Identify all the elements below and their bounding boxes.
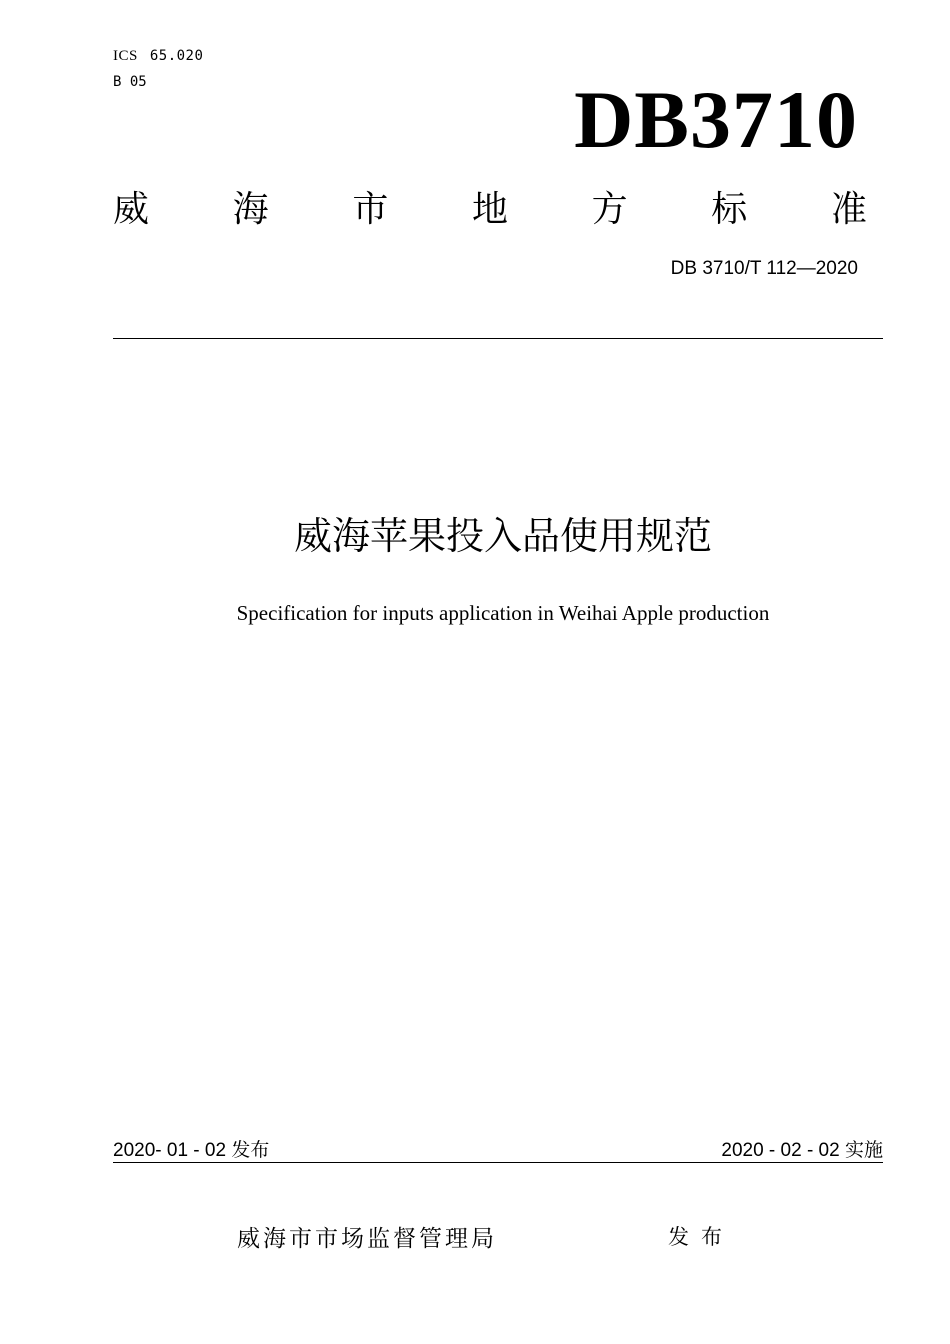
implementation-date-value: 2020 - 02 - 02 (721, 1140, 840, 1161)
standard-number: DB 3710/T 112—2020 (670, 258, 858, 279)
standard-type-char: 市 (352, 189, 389, 230)
standard-type-char: 地 (471, 189, 508, 230)
document-title-english: Specification for inputs application in Weihai Apple production (236, 601, 770, 625)
implementation-date-label: 实施 (844, 1139, 883, 1161)
ics-classification (113, 48, 203, 65)
issue-date-label: 发布 (231, 1139, 270, 1161)
issuing-authority: 威海市市场监督管理局 (237, 1226, 497, 1252)
header-divider (113, 338, 883, 339)
implementation-date (721, 1136, 883, 1165)
standard-type-char: 方 (591, 189, 628, 230)
issue-date-value: 2020- 01 - 02 (113, 1140, 227, 1161)
standard-type-char: 海 (232, 189, 269, 230)
ics-label: ICS (113, 48, 138, 64)
standard-type-char: 标 (711, 189, 748, 230)
standard-type-heading (113, 184, 867, 236)
standard-type-char: 准 (830, 189, 867, 230)
ccs-code: B 05 (113, 74, 147, 90)
publish-label: 发布 (668, 1225, 734, 1249)
db-code-heading: DB3710 (574, 74, 858, 165)
standard-type-char: 威 (113, 189, 150, 230)
footer-divider (113, 1162, 883, 1163)
ics-number: 65.020 (149, 48, 204, 64)
issue-date (113, 1136, 269, 1165)
document-title-chinese: 威海苹果投入品使用规范 (293, 514, 712, 558)
